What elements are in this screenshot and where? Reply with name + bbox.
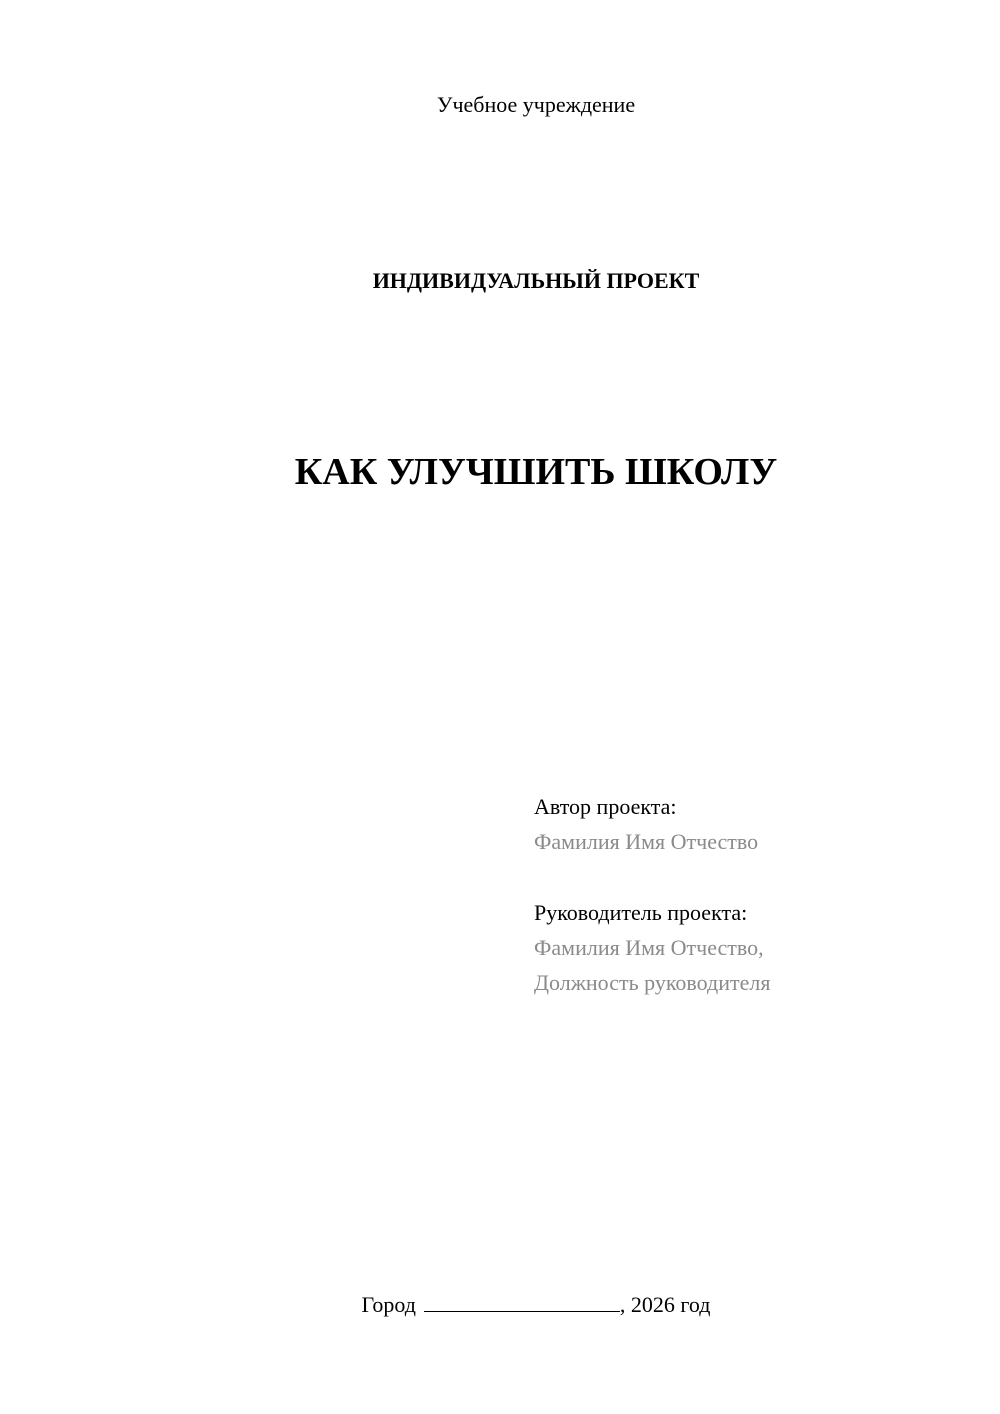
footer-city-year [0, 1291, 1000, 1318]
author-name-placeholder: Фамилия Имя Отчество [534, 829, 759, 854]
institution-name: Учебное учреждение [436, 92, 636, 117]
year-text: , 2026 год [619, 1292, 711, 1317]
supervisor-name-placeholder: Фамилия Имя Отчество, [534, 935, 764, 960]
project-type-heading: ИНДИВИДУАЛЬНЫЙ ПРОЕКТ [372, 268, 700, 293]
author-block [534, 789, 770, 1000]
supervisor-position-placeholder: Должность руководителя [534, 970, 771, 995]
city-label: Город [361, 1292, 416, 1317]
city-blank-line [424, 1291, 620, 1312]
supervisor-label: Руководитель проекта: [534, 900, 748, 925]
project-title: КАК УЛУЧШИТЬ ШКОЛУ [294, 451, 778, 493]
spacer [534, 859, 770, 895]
author-label: Автор проекта: [534, 794, 677, 819]
